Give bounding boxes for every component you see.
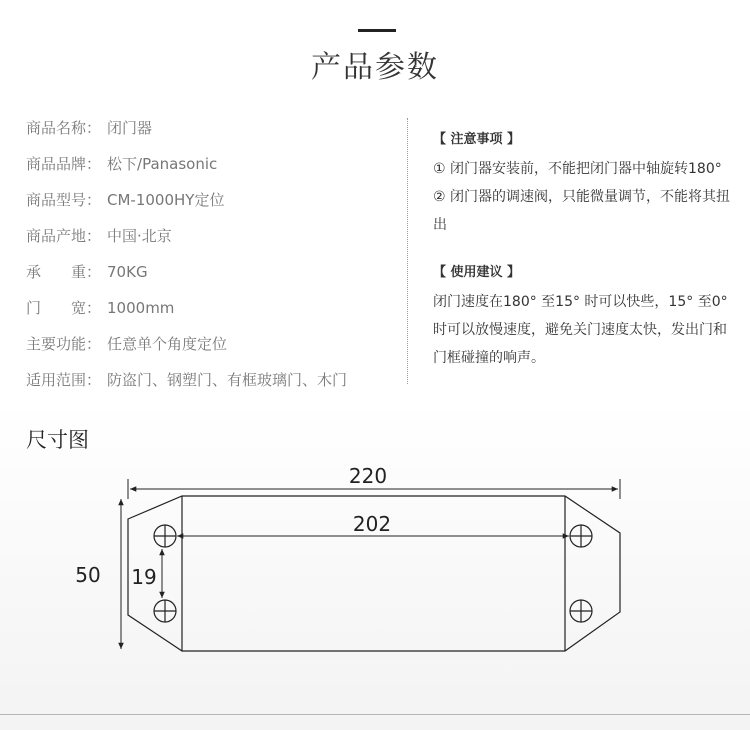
- spec-value: 防盗门、钢塑门、有框玻璃门、木门: [107, 371, 348, 389]
- advice-heading: 【 使用建议 】: [433, 265, 521, 280]
- advice-line: 门框碰撞的响声。: [433, 350, 545, 366]
- spec-row-scope: [26, 366, 406, 402]
- vertical-divider: [407, 118, 408, 384]
- spec-label: 门 宽：: [26, 299, 102, 317]
- spec-value: CM-1000HY定位: [107, 191, 225, 209]
- caution-item: ① 闭门器安装前，不能把闭门器中轴旋转180°: [433, 161, 722, 177]
- spec-value: 1000mm: [107, 299, 175, 317]
- spec-row-name: [26, 114, 406, 150]
- spec-row-origin: [26, 222, 406, 258]
- spec-label: 适用范围：: [26, 371, 102, 389]
- caution-heading: 【 注意事项 】: [433, 132, 521, 147]
- spec-row-door-width: [26, 294, 406, 330]
- spec-label: 承 重：: [26, 263, 102, 281]
- title-accent-bar: [358, 29, 396, 32]
- advice-line: 闭门速度在180° 至15° 时可以快些，15° 至0°: [433, 294, 728, 310]
- spec-row-brand: [26, 150, 406, 186]
- overall-length-label: 220: [348, 464, 388, 488]
- spec-label: 商品型号：: [26, 191, 102, 209]
- mount-hole-top-left: [154, 525, 176, 547]
- spec-value: 闭门器: [107, 119, 153, 137]
- spec-label: 主要功能：: [26, 335, 102, 353]
- mount-hole-bottom-right: [570, 600, 592, 622]
- bottom-divider: [0, 714, 750, 715]
- caution-item: ② 闭门器的调速阀，只能微量调节，不能将其扭: [433, 189, 730, 205]
- dimension-diagram: [0, 455, 750, 665]
- spec-list: [26, 114, 406, 402]
- spec-value: 任意单个角度定位: [107, 335, 228, 353]
- notes-panel: [433, 128, 733, 372]
- spec-row-model: [26, 186, 406, 222]
- spec-label: 商品品牌：: [26, 155, 102, 173]
- advice-line: 时可以放慢速度，避免关门速度太快，发出门和: [433, 322, 727, 338]
- page-title: 产品参数: [311, 50, 439, 85]
- mount-hole-bottom-left: [154, 600, 176, 622]
- mount-hole-top-right: [570, 525, 592, 547]
- spec-value: 松下/Panasonic: [107, 155, 218, 173]
- spec-value: 中国·北京: [107, 227, 172, 245]
- dimension-section-title: 尺寸图: [26, 428, 89, 452]
- spec-label: 商品名称：: [26, 119, 102, 137]
- hole-spacing-label: 202: [352, 512, 392, 536]
- spec-label: 商品产地：: [26, 227, 102, 245]
- spec-value: 70KG: [107, 263, 148, 281]
- height-label: 50: [75, 563, 101, 587]
- spec-row-load: [26, 258, 406, 294]
- caution-item-continuation: 出: [433, 217, 447, 233]
- spec-row-function: [26, 330, 406, 366]
- hole-vertical-spacing-label: 19: [131, 565, 157, 589]
